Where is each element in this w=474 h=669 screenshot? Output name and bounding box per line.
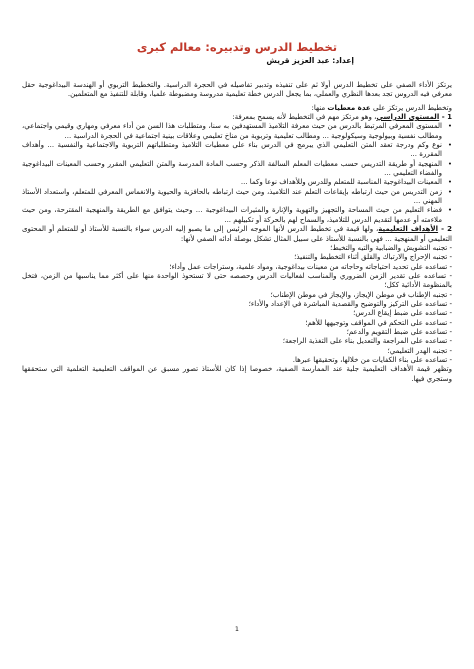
list-item: - تساعده على التحكم في المواقف وتوجيهها للأهم؛ — [305, 317, 452, 327]
list-item: - تجنبه التشويش والضبابية والتيه والتخبط؛ — [330, 242, 452, 252]
list-item: - تجنبه الإحراج والارتباك والقلق أثناء التخطيط والتنفيذ؛ — [294, 252, 452, 262]
section-1-heading: 1 - المستوى الدراسي، وهو مرتكز مهم في التخطيط لأنه يسمح بمعرفة: — [232, 112, 452, 122]
document-body — [22, 80, 452, 383]
document-title: تخطيط الدرس وتدبيره: معالم كبرى — [136, 40, 338, 54]
list-item: - تجنبه الهدر التعليمي؛ — [387, 345, 452, 355]
list-item: - تجنبه الإطناب في موطن الإيجاز، والإيجاز في موطن الإطناب؛ — [270, 289, 452, 299]
intro-paragraph: يرتكز الأداء الصفي على تخطيط الدرس أولا ثم على تنفيذه وتدبير تفاصيله في الحجرة الدراسية. والتخطيط التربوي أو الهندسة البيداغوجية حقل معرفي فيه الدروس تجد بعدها النظري والعملي، بما يجعل الدرس خطة تعليمية مدروسة ومضبوطة علميا، وقابلة للتنفيذ مع المتعلمين. — [22, 80, 452, 99]
intro-criteria-line: وتخطيط الدرس يرتكز على عدة معطيات منها: — [311, 102, 452, 112]
list-item: - تساعده على تحديد احتياجاته وحاجاته من معينات بيداغوجية، ومواد علمية، وستراجات عمل وأداء؛ — [169, 261, 452, 271]
list-item: - تساعده على التركيز والتوضيح والقصدية المباشرة في الإعداد والأداء؛ — [248, 298, 452, 308]
list-item: - تساعده على المراجعة والتعديل بناء على التغذية الراجعة؛ — [282, 336, 452, 346]
list-item: • زمن التدريس من حيث ارتباطه بإيقاعات التعلم عند التلاميذ، ومن حيث ارتباطه بالحافزية والحيوية والانغماس المعرفي للمتعلم، واستعداد الأستاذ المهني ... — [22, 187, 442, 206]
list-item: - تساعده على بناء الكفايات من خلالها، وتحقيقها عبرها. — [292, 354, 452, 364]
list-item: • نوع وكم ودرجة تعقد المتن التعليمي الذي يبرمج في الدرس بناء على معطيات التلاميذ ومتطلباتهم التربوية والاجتماعية والنفسية ... وأهداف المقررة ... — [22, 140, 442, 159]
closing-paragraph: وتظهر قيمة الأهداف التعليمية جلية عند الممارسة الصفية، خصوصا إذا كان للأستاذ تصور مسبق عن المواقف التعليمية التعلمية التي ستحققها وستجري فيها. — [22, 364, 452, 383]
list-item: • المنهجية أو طريقة التدريس حسب معطيات المعلم السالفة الذكر وحسب المادة المدرسة والمتن التعليمي المقرر وحسب المعينات البيداغوجية والفضاء التعليمي ... — [22, 159, 442, 178]
list-item: • فضاء التعليم من حيث المساحة والتجهيز والتهوية والإنارة والمثيرات البيداغوجية ... وحيث يتوافق مع الطريقة والمنهجية المقترحة، ومن حيث ملاءمته أو عدمها لتقديم الدرس للتلاميذ، والسماح لهم بالحركة أو تكبيلهم ... — [22, 205, 442, 224]
author-line: إعداد: عبد العزيز قريش — [266, 56, 354, 65]
list-item: - تساعده على تقدير الزمن الضروري والمناسب لفعاليات الدرس وحصصه حتى لا تستحوذ الواحدة منها على أكثر مما يناسبها من الزمن، فتخل بالمنظومة الأدائية ككل؛ — [22, 270, 452, 290]
list-item: - تساعده على ضبط إيقاع الدرس؛ — [353, 308, 452, 318]
list-item: • المعينات البيداغوجية المناسبة للمتعلم وللدرس وللأهداف نوعا وكما ... — [22, 177, 442, 186]
section-1-list — [22, 121, 452, 224]
section-2-list — [22, 243, 452, 364]
section-2-heading: 2 - الأهداف التعليمية، ولها قيمة في تخطيط الدرس لأنها الموجه الرئيس إلى ما يصبو إليه الدرس سواء بالنسبة للأستاذ أو للمتعلم أو المحتوى التعليمي أو المنهجية ... فهي بالنسبة للأستاذ على سبيل المثال تشكل بوصلة أدائه الصفي لأنها: — [22, 224, 452, 243]
page-number: 1 — [234, 625, 240, 633]
list-item: - تساعده على ضبط التقويم والدعم؛ — [346, 326, 452, 336]
list-item: • المستوى المعرفي المرتبط بالدرس من حيث معرفة التلاميذ المستهدفين به سنا، ومتطلبات هذا السن من أداء معرفي ومهاري وقيمي واجتماعي، ومطالب نفسية وبيولوجية وسيكولوجية ... ومطالب تعليمية وتربوية من مناخ تعليمي وعلاقات بينية اجتماعية في الحجرة الدراسية ... — [22, 121, 442, 140]
